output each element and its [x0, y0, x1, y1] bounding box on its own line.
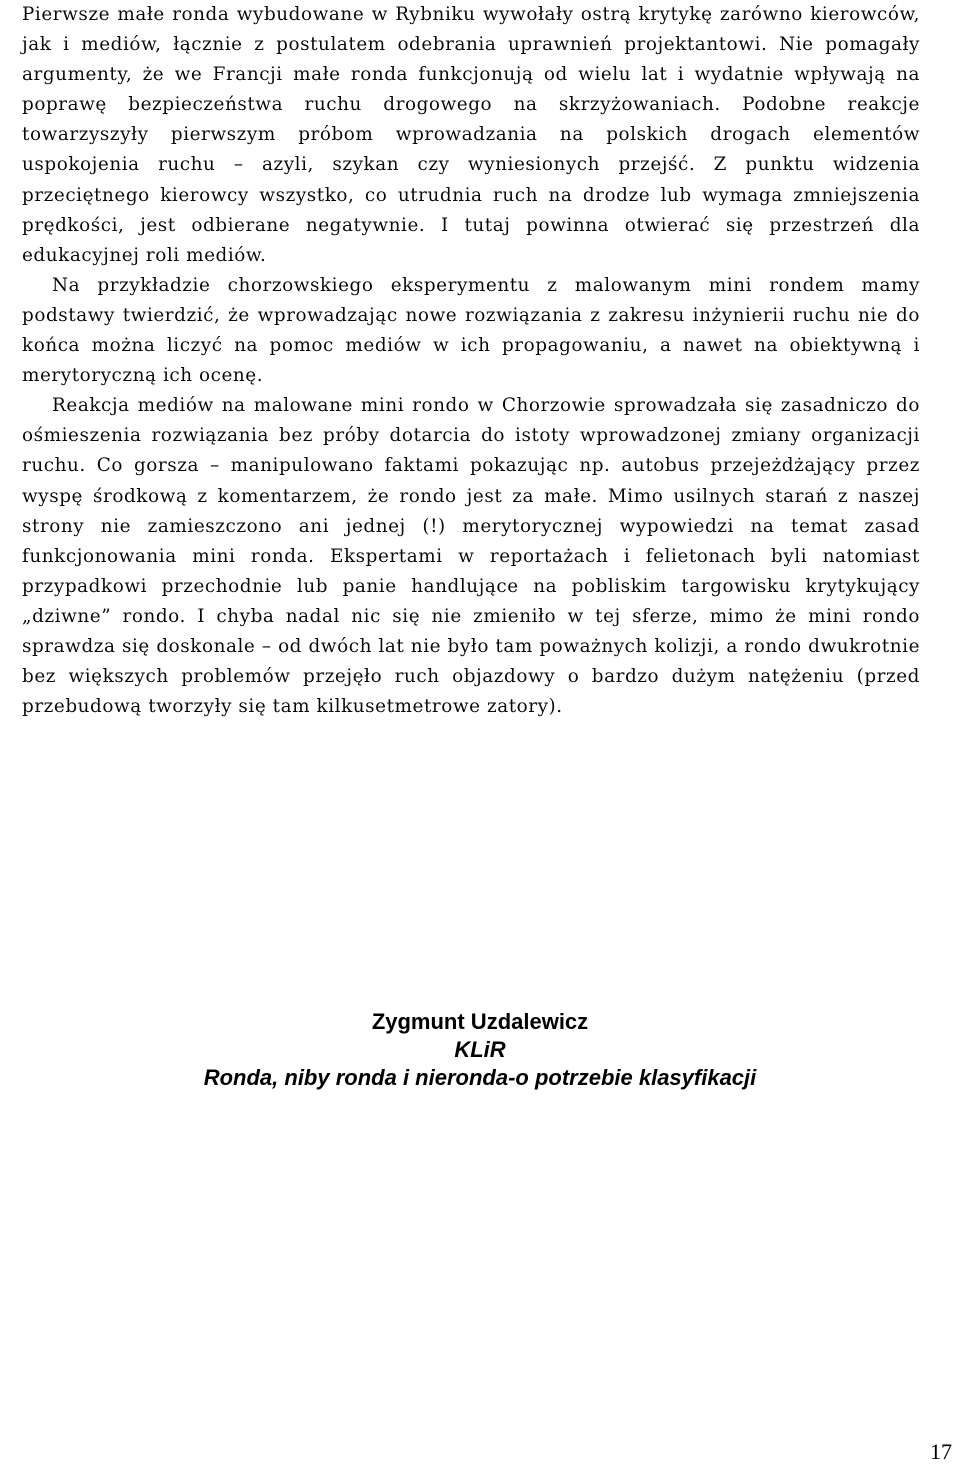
paragraph-1: Pierwsze małe ronda wybudowane w Rybniku wywołały ostrą krytykę zarówno kierowców, jak i mediów, łącznie z postulatem odebrania uprawnień projektantowi. Nie pomagały argumenty, że we Francji małe ronda funkcjonują od wielu lat i wydatnie wpływają na poprawę bezpieczeństwa ruchu drogowego na skrzyżowaniach. Podobne reakcje towarzyszyły pierwszym próbom wprowadzania na polskich drogach elementów uspokojenia ruchu – azyli, szykan czy wyniesionych przejść. Z punktu widzenia przeciętnego kierowcy wszystko, co utrudnia ruch na drodze lub wymaga zmniejszenia prędkości, jest odbierane negatywnie. I tutaj powinna otwierać się przestrzeń dla edukacyjnej roli mediów. [22, 4, 920, 266]
scanned-text-block [22, 0, 920, 722]
organization-name: KLiR [454, 1037, 506, 1062]
article-title: Ronda, niby ronda i nieronda-o potrzebie klasyfikacji [203, 1065, 757, 1090]
page-number: 17 [930, 1439, 952, 1464]
scanned-book-page [12, 0, 924, 912]
author-name: Zygmunt Uzdalewicz [371, 1009, 589, 1034]
paragraph-3: Reakcja mediów na malowane mini rondo w Chorzowie sprowadzała się zasadniczo do ośmieszenia rozwiązania bez próby dotarcia do istoty wprowadzonej zmiany organizacji ruchu. Co gorsza – manipulowano faktami pokazując np. autobus przejeżdżający przez wyspę środkową z komentarzem, że rondo jest za małe. Mimo usilnych starań z naszej strony nie zamieszczono ani jednej (!) merytorycznej wypowiedzi na temat zasad funkcjonowania mini ronda. Ekspertami w reportażach i felietonach byli natomiast przypadkowi przechodnie lub panie handlujące na pobliskim targowisku krytykujący „dziwne” rondo. I chyba nadal nic się nie zmieniło w tej sferze, mimo że mini rondo sprawdza się doskonale – od dwóch lat nie było tam poważnych kolizji, a rondo dwukrotnie bez większych problemów przejęło ruch objazdowy o bardzo dużym natężeniu (przed przebudową tworzyły się tam kilkusetmetrowe zatory). [22, 395, 920, 718]
paragraph-2: Na przykładzie chorzowskiego eksperymentu z malowanym mini rondem mamy podstawy twierdzić, że wprowadzając nowe rozwiązania z zakresu inżynierii ruchu nie do końca można liczyć na pomoc mediów w ich propagowaniu, a nawet na obiektywną i merytoryczną ich ocenę. [22, 274, 920, 387]
footer-caption [0, 1008, 960, 1092]
